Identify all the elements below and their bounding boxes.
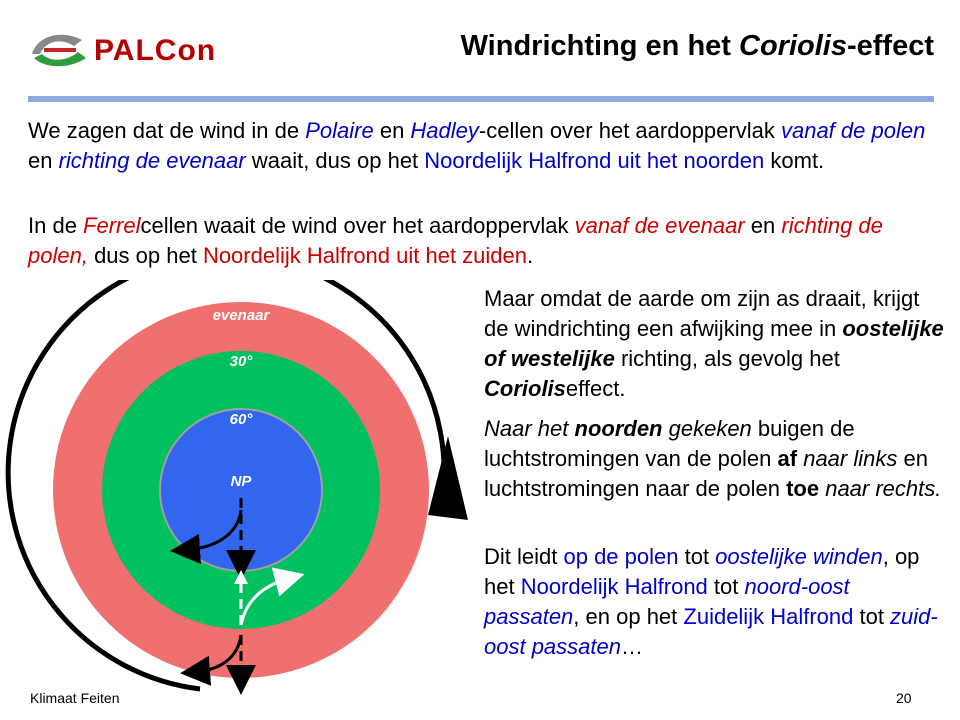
hands-logo-icon [24,24,94,76]
text-run: cellen waait de wind over het aardoppervlak [140,213,575,238]
text-run: , en op het [573,604,684,629]
lat60-label: 60° [229,411,253,428]
text-run: noorden [574,416,663,441]
text-run: Naar het [484,416,575,441]
text-run: naar rechts. [819,476,942,501]
text-run: en [373,118,411,143]
text-run: Ferrel [83,213,141,238]
text-run: , op het [484,544,920,599]
equator-label: evenaar [212,307,270,324]
title-divider [28,96,934,102]
text-run: effect. [565,376,626,401]
text-run: Noordelijk Halfrond [520,574,708,599]
text-run: toe [786,476,820,501]
north-pole-label: NP [230,473,252,490]
text-run: vanaf de polen [780,118,926,143]
footer-title: Klimaat Feiten [30,690,120,706]
text-run: op de polen [563,544,679,569]
text-run: … [620,634,643,659]
text-run: noord-oost passaten [484,574,850,629]
text-run: Polaire [305,118,374,143]
text-run: Zuidelijk Halfrond [683,604,854,629]
text-run: Dit leidt [484,544,564,569]
text-run: gekeken [662,416,752,441]
text-run: richting, als gevolg het [614,346,840,371]
text-run: richting de evenaar [58,148,246,173]
resulting-winds-explanation [484,542,944,662]
text-run: . [527,243,534,268]
coriolis-explanation [484,284,944,404]
text-run: komt. [764,148,825,173]
rotation-arrow-head-icon [428,436,468,520]
text-run: naar links [797,446,898,471]
text-run: tot [853,604,891,629]
text-run: en [744,213,782,238]
deflection-explanation [484,414,944,504]
text-run: en [28,148,59,173]
page-title: Windrichting en het Coriolis-effect [460,30,934,62]
text-run: tot [707,574,745,599]
text-run: buigen de luchtstromingen van de polen [484,416,855,471]
palcon-logo [24,24,217,76]
text-run: In de [28,213,84,238]
text-run: -cellen over het aardoppervlak [478,118,781,143]
intro-paragraph-2 [28,211,933,271]
text-run: Maar omdat de aarde om zijn as draait, krijgt de windrichting een afwijking mee in [484,286,920,341]
logo-text: PALCon [94,34,217,67]
text-run: zuid-oost passaten [484,604,938,659]
text-run: We zagen dat de wind in de [28,118,306,143]
text-run: af [777,446,798,471]
text-run: Noordelijk Halfrond uit het zuiden [202,243,528,268]
text-run: dus op het [87,243,203,268]
text-run: en luchtstromingen naar de polen [484,446,928,501]
text-run: Noordelijk Halfrond uit het noorden [424,148,765,173]
text-run: Hadley [410,118,479,143]
coriolis-diagram [0,280,480,700]
text-run: tot [678,544,716,569]
page-number: 20 [896,690,912,706]
text-run: oostelijke of westelijke [484,316,944,371]
text-run: vanaf de evenaar [574,213,745,238]
lat30-label: 30° [229,353,253,370]
text-run: oostelijke winden [715,544,883,569]
intro-paragraph-1 [28,116,933,176]
text-run: richting de polen, [28,213,883,268]
text-run: waait, dus op het [245,148,425,173]
text-run: Coriolis [484,376,566,401]
